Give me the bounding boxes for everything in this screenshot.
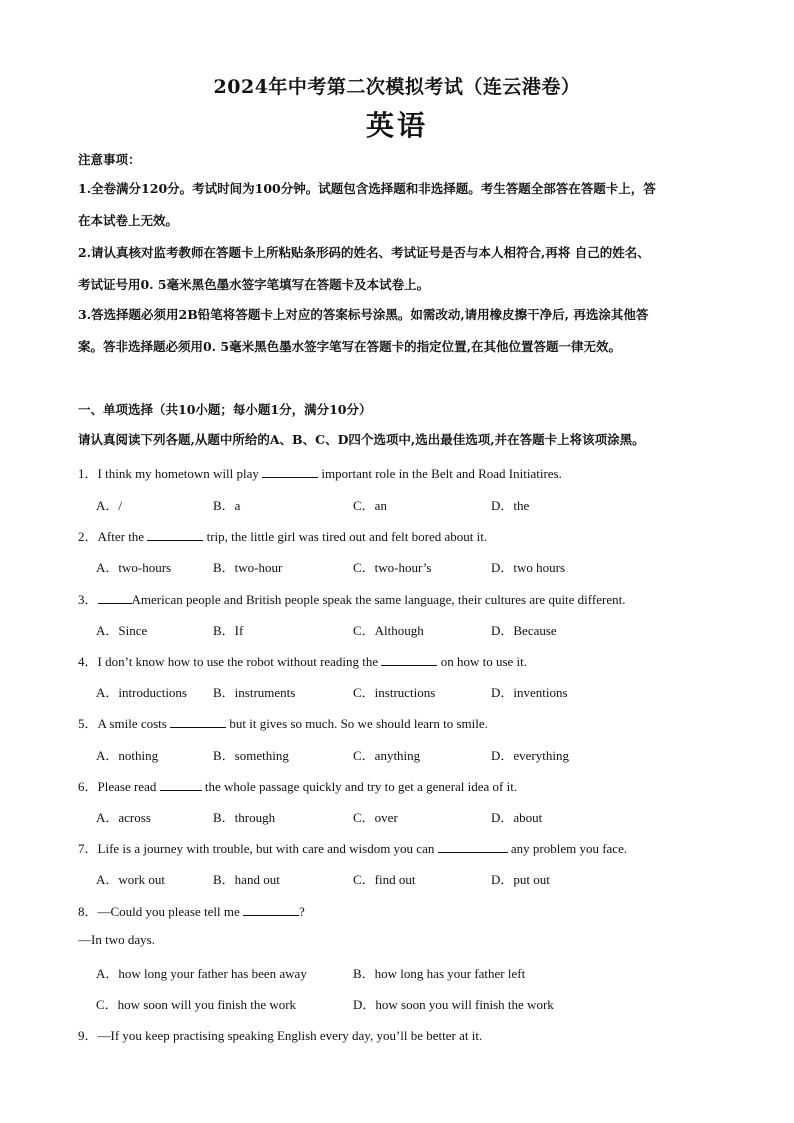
question-2: [78, 526, 487, 545]
option-c: C．how soon will you finish the work: [96, 997, 297, 1012]
answer-blank: [98, 592, 132, 604]
option-a: A．Since: [96, 623, 148, 638]
question-text: I don’t know how to use the robot without reading the: [97, 654, 382, 669]
option-d: D．everything: [491, 748, 569, 763]
question-number: 7．: [78, 841, 98, 856]
option-c: C．Although: [353, 623, 424, 638]
question-text: Please read: [97, 779, 160, 794]
notice-item-2-line-1: 2.请认真核对监考教师在答题卡上所粘贴条形码的姓名、考试证号是否与本人相符合,再将 自己的姓名、: [78, 245, 650, 260]
question-text: —Could you please tell me: [97, 904, 244, 919]
notice-heading: 注意事项：: [78, 152, 141, 167]
notice-item-2-line-2: 考试证号用0. 5毫米黑色墨水签字笔填写在答题卡及本试卷上。: [78, 277, 430, 292]
option-c: C．two-hour’s: [353, 560, 432, 575]
answer-blank: [381, 654, 437, 666]
option-c: C．find out: [353, 872, 416, 887]
option-d: D．about: [491, 810, 543, 825]
question-7: [78, 838, 627, 857]
answer-blank: [243, 904, 299, 916]
question-text: any problem you face.: [507, 841, 628, 856]
option-b: B．two-hour: [213, 560, 283, 575]
question-text: American people and British people speak the same language, their cultures are quite different.: [131, 592, 626, 607]
answer-blank: [160, 779, 202, 791]
question-number: 4．: [78, 654, 98, 669]
answer-blank: [147, 529, 203, 541]
option-d: D．two hours: [491, 560, 566, 575]
question-text: I think my hometown will play: [97, 466, 263, 481]
question-number: 8．: [78, 904, 98, 919]
exam-title: 2024年中考第二次模拟考试（连云港卷）: [213, 76, 581, 98]
question-text: ?: [299, 904, 305, 919]
notice-item-2: [78, 237, 718, 301]
option-a: A．across: [96, 810, 151, 825]
notice-item-3-line-1: 3.答选择题必须用2B铅笔将答题卡上对应的答案标号涂黑。如需改动,请用橡皮擦干净后, 再选涂其他答: [78, 307, 649, 322]
question-3: [78, 589, 625, 608]
question-5: [78, 713, 488, 732]
option-a: A．work out: [96, 872, 165, 887]
question-number: 6．: [78, 779, 98, 794]
question-text: After the: [97, 529, 148, 544]
option-b: B．how long has your father left: [353, 966, 526, 981]
notice-item-1-line-2: 在本试卷上无效。: [78, 213, 179, 228]
answer-blank: [170, 716, 226, 728]
question-number: 3．: [78, 592, 98, 607]
question-text: the whole passage quickly and try to get a general idea of it.: [201, 779, 518, 794]
question-text: important role in the Belt and Road Initiatires.: [318, 466, 562, 481]
option-a: A．introductions: [96, 685, 187, 700]
notice-item-1: [78, 173, 718, 237]
option-b: B．through: [213, 810, 276, 825]
question-number: 9．: [78, 1028, 98, 1043]
question-number: 5．: [78, 716, 98, 731]
question-text: trip, the little girl was tired out and felt bored about it.: [203, 529, 488, 544]
option-b: B．something: [213, 748, 289, 763]
option-b: B．If: [213, 623, 244, 638]
option-b: B．a: [213, 498, 241, 513]
question-6: [78, 776, 517, 795]
option-c: C．instructions: [353, 685, 436, 700]
question-text: but it gives so much. So we should learn to smile.: [226, 716, 488, 731]
option-d: D．inventions: [491, 685, 568, 700]
subject-title: 英语: [365, 109, 428, 142]
notice-item-3-line-2: 案。答非选择题必须用0. 5毫米黑色墨水签字笔写在答题卡的指定位置,在其他位置答题一律无效。: [78, 339, 621, 354]
answer-blank: [262, 466, 318, 478]
option-a: A．nothing: [96, 748, 159, 763]
section-heading: 一、单项选择（共10小题；每小题1分，满分10分）: [78, 402, 372, 417]
option-c: C．an: [353, 498, 387, 513]
option-a: A．two-hours: [96, 560, 172, 575]
option-b: B．instruments: [213, 685, 296, 700]
notice-item-1-line-1: 1.全卷满分120分。考试时间为100分钟。试题包含选择题和非选择题。考生答题全部答在答题卡上，答: [78, 181, 656, 196]
option-d: D．how soon you will finish the work: [353, 997, 554, 1012]
question-text: A smile costs: [97, 716, 171, 731]
question-4: [78, 651, 527, 670]
question-8: [78, 901, 305, 920]
section-instruction: 请认真阅读下列各题,从题中所给的A、B、C、D四个选项中,选出最佳选项,并在答题卡上将该项涂黑。: [78, 432, 645, 447]
option-c: C．anything: [353, 748, 421, 763]
question-text: on how to use it.: [437, 654, 527, 669]
question-number: 1．: [78, 466, 98, 481]
option-d: D．the: [491, 498, 530, 513]
option-d: D．put out: [491, 872, 550, 887]
question-number: 2．: [78, 529, 98, 544]
question-8-answer: —In two days.: [78, 932, 155, 947]
question-text: —If you keep practising speaking English every day, you’ll be better at it.: [97, 1028, 483, 1043]
option-b: B．hand out: [213, 872, 280, 887]
option-a: A．/: [96, 498, 123, 513]
question-text: Life is a journey with trouble, but with care and wisdom you can: [97, 841, 438, 856]
option-d: D．Because: [491, 623, 557, 638]
option-c: C．over: [353, 810, 398, 825]
question-1: [78, 463, 562, 482]
option-a: A．how long your father has been away: [96, 966, 307, 981]
answer-blank: [438, 841, 508, 853]
notice-item-3: [78, 299, 718, 363]
question-9: [78, 1025, 482, 1044]
